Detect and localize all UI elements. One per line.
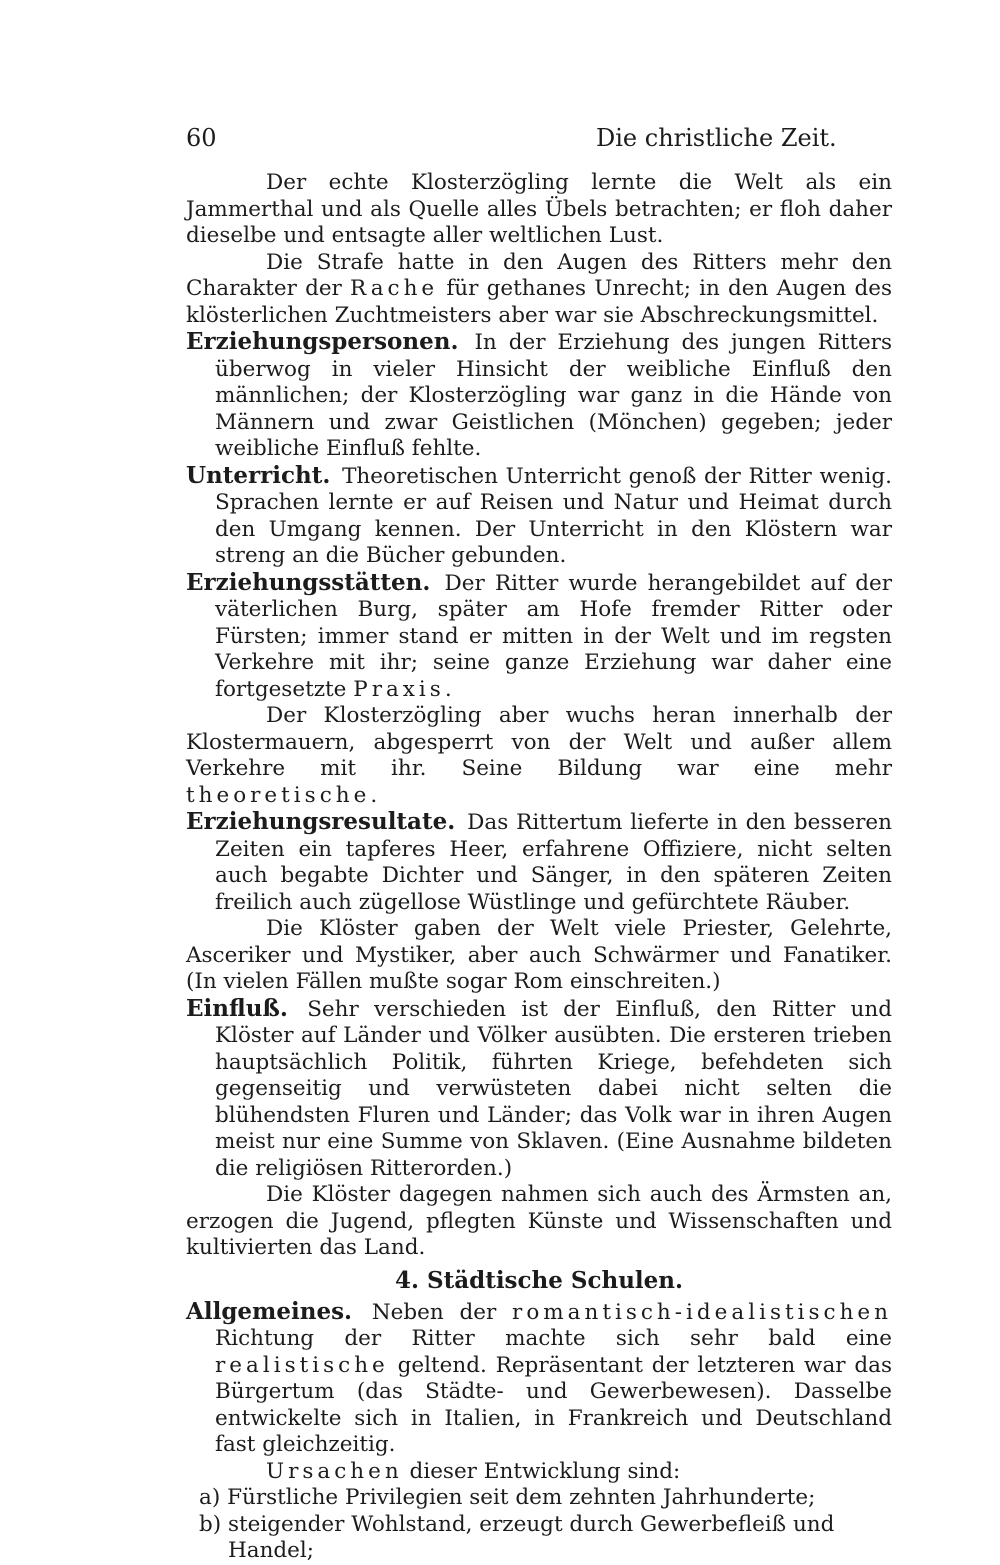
paragraph-strafe (186, 250, 892, 330)
paragraph-text: . (370, 782, 378, 808)
paragraph-text: Die Klöster gaben der Welt viele Priester, Gelehrte, Asceriker und Mystiker, aber auch Schwärmer und Fanatiker. (In vielen Fällen mußte sogar Rom einschreiten.) (186, 916, 892, 994)
paragraph-text: geltend. Repräsentant der letzteren war das Bürgertum (das Städte- und Gewerbewesen). Dasselbe entwickelte sich in Italien, in Frankreich und Deutschland fast gleichzeitig. (215, 1352, 892, 1457)
paragraph-klostermauern (186, 703, 892, 809)
side-heading: Allgemeines. (186, 1297, 353, 1325)
paragraph-text: Die Strafe hatte in den Augen des Ritters mehr den Charakter der (186, 249, 892, 301)
paragraph-text: Der echte Klosterzögling lernte die Welt als ein Jammerthal und als Quelle alles Übels betrachten; er floh daher dieselbe und entsagte aller weltlichen Lust. (186, 170, 892, 248)
spaced-word: Ursachen (266, 1458, 403, 1484)
page-body (186, 170, 892, 1565)
list-item (186, 1485, 892, 1512)
spaced-word: realistische (215, 1352, 389, 1378)
list-item-text: Fürstliche Privilegien seit dem zehnten Jahrhunderte; (227, 1485, 816, 1510)
paragraph-text: Die Klöster dagegen nahmen sich auch des Ärmsten an, erzogen die Jugend, pflegten Künste und Wissenschaften und kultivierten das Land. (186, 1182, 892, 1260)
paragraph-text: Das Rittertum lieferte in den besseren Zeiten ein tapferes Heer, erfahrene Offiziere, nicht selten auch begabte Dichter und Sänger, in den späteren Zeiten freilich auch zügellose Wüstlinge und gefürchtete Räuber. (215, 810, 892, 915)
spaced-word: Praxis (353, 676, 445, 702)
paragraph-text: In der Erziehung des jungen Ritters überwog in vieler Hinsicht der weibliche Einfluß den männlichen; der Klosterzögling war ganz in die Hände von Männern und zwar Geistlichen (Mönchen) gegeben; jeder weibliche Einfluß fehlte. (215, 330, 892, 461)
side-heading: Erziehungsresultate. (186, 808, 456, 835)
paragraph-text: Sehr verschieden ist der Einfluß, den Ritter und Klöster auf Länder und Völker ausübten. Die ersteren trieben hauptsächlich Politik, führten Kriege, befehdeten sich gegenseitig und verwüsteten dabei nicht selten die blühendsten Fluren und Länder; das Volk war in ihren Augen meist nur eine Summe von Sklaven. (Eine Ausnahme bildeten die religiösen Ritterorden.) (215, 996, 892, 1181)
paragraph-text: für gethanes Unrecht; in den Augen des klösterlichen Zuchtmeisters aber war sie Abschreckungsmittel. (186, 276, 892, 328)
list-marker: a) (199, 1485, 221, 1510)
list-item-text: steigender Wohlstand, erzeugt durch Gewerbefleiß und Handel; (228, 1511, 835, 1563)
paragraph-text: Neben der (371, 1299, 513, 1325)
spaced-word: theoretische (186, 782, 371, 808)
paragraph-text: Der Klosterzögling aber wuchs heran innerhalb der Klostermauern, abgesperrt von der Welt und außer allem Verkehre mit ihr. Seine Bildung war eine mehr (186, 703, 892, 781)
paragraph-ursachen (186, 1459, 892, 1486)
side-heading: Erziehungspersonen. (186, 328, 459, 355)
list-marker: b) (199, 1511, 222, 1537)
paragraph-klosterzoegling (186, 170, 892, 250)
running-title: Die christliche Zeit. (596, 124, 837, 152)
paragraph-einfluss (186, 996, 892, 1183)
paragraph-unterricht (186, 463, 892, 570)
paragraph-allgemeines (186, 1299, 892, 1459)
spaced-word: romantisch-idealistischen (512, 1299, 892, 1325)
paragraph-text: Theoretischen Unterricht genoß der Ritter wenig. Sprachen lernte er auf Reisen und Natur und Heimat durch den Umgang kennen. Der Unterricht in den Klöstern war streng an die Bücher gebunden. (215, 463, 892, 568)
page-header (186, 124, 886, 154)
section-title: 4. Städtische Schulen. (394, 1266, 684, 1294)
side-heading: Erziehungsstätten. (186, 568, 431, 596)
paragraph-text: Der Ritter wurde herangebildet auf der väterlichen Burg, später am Hofe fremder Ritter oder Fürsten; immer stand er mitten in der Welt und im regsten Verkehre mit ihr; seine ganze Erziehung war daher eine fortgesetzte (215, 570, 892, 702)
side-heading: Unterricht. (186, 461, 331, 489)
paragraph-erziehungspersonen (186, 329, 892, 463)
list-item (186, 1512, 892, 1565)
page-number: 60 (186, 124, 217, 152)
paragraph-kloester-dagegen (186, 1182, 892, 1262)
paragraph-text: Richtung der Ritter machte sich sehr bald eine (215, 1326, 892, 1351)
paragraph-erziehungsstaetten (186, 570, 892, 704)
side-heading: Einfluß. (186, 994, 288, 1022)
paragraph-text: dieser Entwicklung sind: (402, 1458, 681, 1484)
spaced-word: Rache (350, 276, 439, 301)
paragraph-erziehungsresultate (186, 809, 892, 916)
paragraph-text: . (444, 676, 452, 702)
paragraph-kloester-priester (186, 916, 892, 996)
